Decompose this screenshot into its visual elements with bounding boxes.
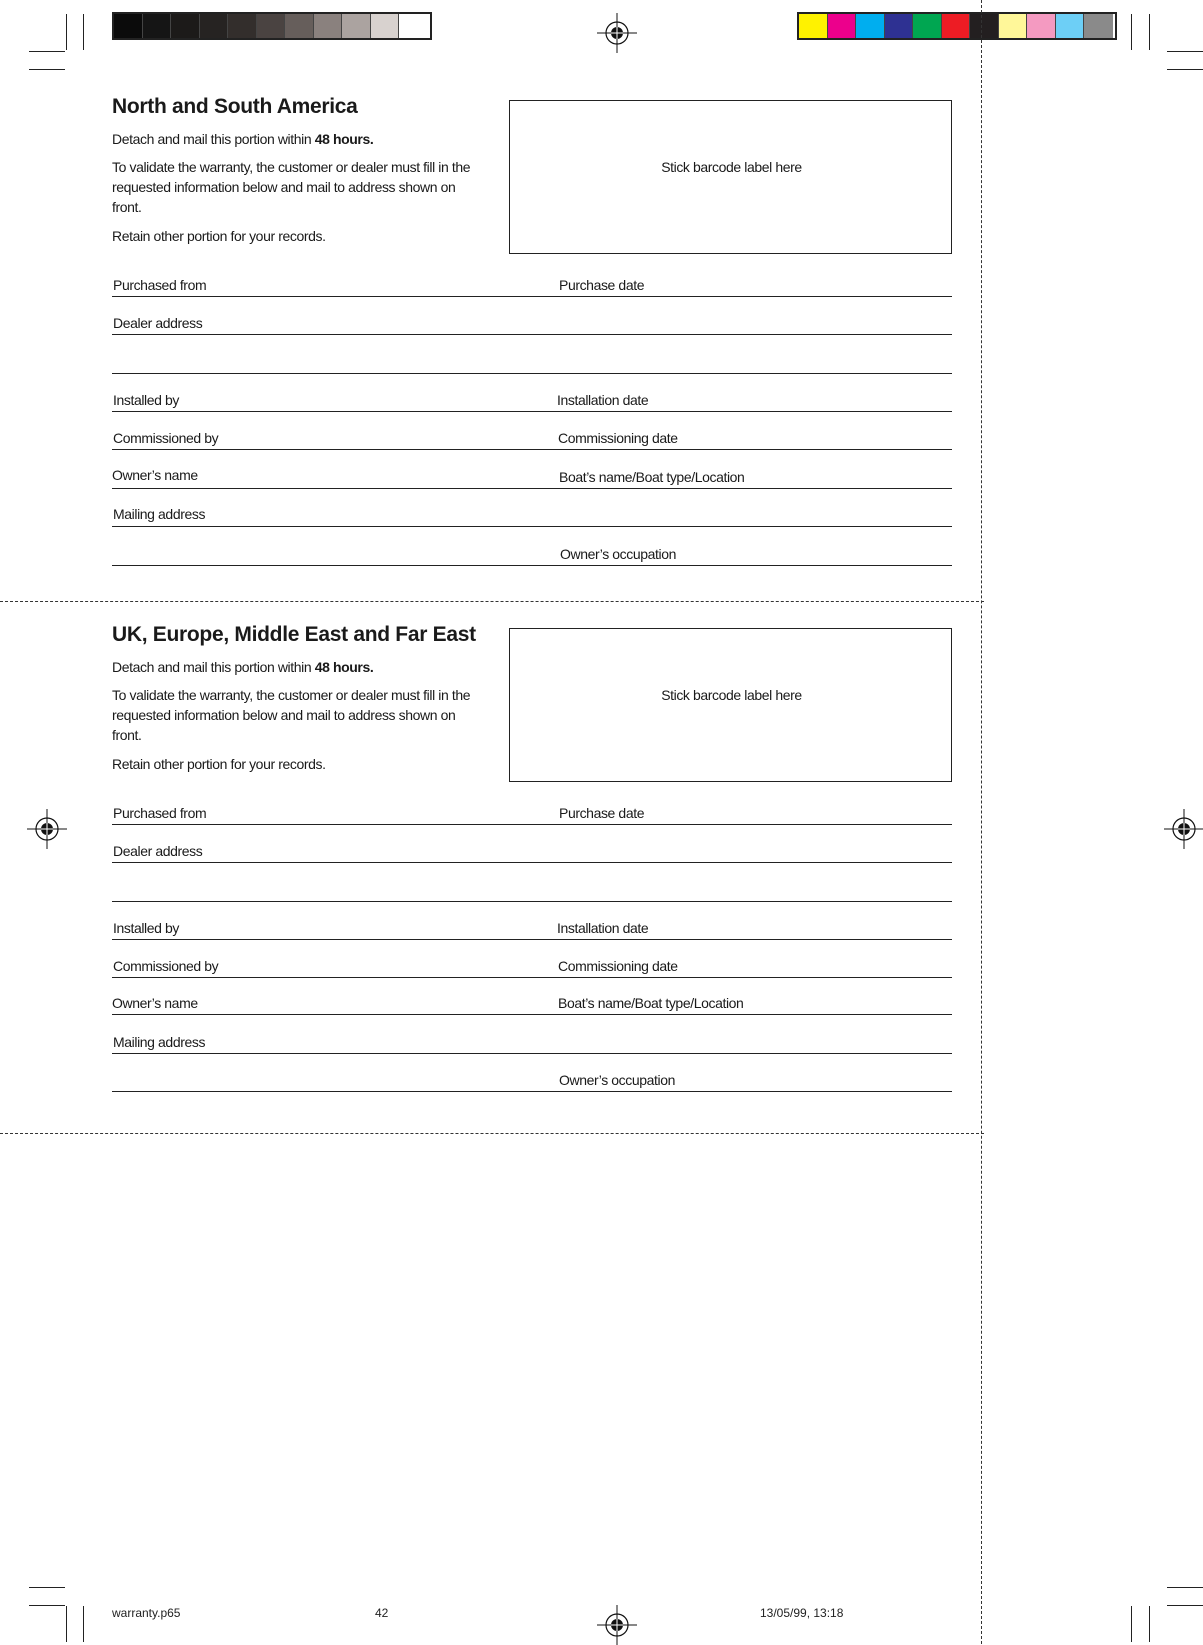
- owner-boat-fill-line[interactable]: [112, 1014, 952, 1015]
- color-swatch: [970, 14, 999, 38]
- color-swatch: [828, 14, 857, 38]
- color-swatch: [999, 14, 1028, 38]
- mailing-address-fill-line[interactable]: [112, 526, 952, 527]
- commissioned-by-label: Commissioned by: [113, 430, 219, 446]
- crop-mark: [83, 1606, 84, 1642]
- registration-mark-icon: [1164, 809, 1203, 849]
- dealer-address-fill-line[interactable]: [112, 862, 952, 863]
- color-swatch: [114, 14, 143, 38]
- registration-mark-icon: [597, 13, 637, 53]
- color-swatch: [228, 14, 257, 38]
- boat-info-label: Boat’s name/Boat type/Location: [559, 469, 745, 485]
- grayscale-calibration-bar: [112, 12, 432, 40]
- detach-instruction: [112, 129, 472, 149]
- registration-mark-icon: [597, 1605, 637, 1645]
- vertical-cut-guide: [981, 0, 982, 1644]
- installed-by-label: Installed by: [113, 920, 180, 936]
- detach-deadline: 48 hours.: [314, 659, 374, 675]
- section-title: North and South America: [112, 95, 358, 118]
- horizontal-cut-guide: [0, 601, 984, 602]
- crop-mark: [1131, 14, 1132, 50]
- mailing-address-fill-line[interactable]: [112, 1053, 952, 1054]
- color-swatch: [1027, 14, 1056, 38]
- installation-fill-line[interactable]: [112, 939, 952, 940]
- mailing-address-label: Mailing address: [113, 1034, 206, 1050]
- dealer-address-fill-line-2[interactable]: [112, 373, 952, 374]
- owners-occupation-label: Owner’s occupation: [560, 546, 677, 562]
- installation-date-label: Installation date: [557, 920, 649, 936]
- purchase-fill-line[interactable]: [112, 824, 952, 825]
- color-swatch: [171, 14, 200, 38]
- detach-instruction: [112, 657, 472, 677]
- section-title: UK, Europe, Middle East and Far East: [112, 623, 476, 646]
- footer-page-number: 42: [375, 1606, 389, 1620]
- crop-mark: [66, 1606, 67, 1642]
- retain-instruction: Retain other portion for your records.: [112, 228, 326, 244]
- installed-by-label: Installed by: [113, 392, 180, 408]
- commissioning-fill-line[interactable]: [112, 449, 952, 450]
- validate-instruction: To validate the warranty, the customer or dealer must fill in the requested information below and mail to address shown on front.: [112, 159, 471, 215]
- barcode-label-text: Stick barcode label here: [661, 687, 802, 703]
- crop-mark: [1167, 1605, 1203, 1606]
- color-swatch: [1084, 14, 1113, 38]
- crop-mark: [29, 51, 65, 52]
- crop-mark: [29, 1587, 65, 1588]
- crop-mark: [1131, 1606, 1132, 1642]
- color-swatch: [314, 14, 343, 38]
- purchase-date-label: Purchase date: [559, 277, 645, 293]
- crop-mark: [83, 14, 84, 50]
- dealer-address-fill-line[interactable]: [112, 334, 952, 335]
- color-swatch: [942, 14, 971, 38]
- crop-mark: [1167, 69, 1203, 70]
- color-swatch: [200, 14, 229, 38]
- owners-occupation-label: Owner’s occupation: [559, 1072, 676, 1088]
- mailing-address-label: Mailing address: [113, 506, 206, 522]
- detach-deadline: 48 hours.: [314, 131, 374, 147]
- barcode-label-area[interactable]: [509, 628, 952, 782]
- color-swatch: [799, 14, 828, 38]
- warranty-form-americas: [112, 95, 952, 575]
- color-swatch: [1056, 14, 1085, 38]
- color-swatch: [257, 14, 286, 38]
- crop-mark: [1167, 1587, 1203, 1588]
- owners-name-label: Owner’s name: [112, 467, 198, 483]
- installation-date-label: Installation date: [557, 392, 649, 408]
- commissioning-date-label: Commissioning date: [558, 958, 678, 974]
- footer-filename: warranty.p65: [112, 1606, 181, 1620]
- footer-timestamp: 13/05/99, 13:18: [760, 1606, 844, 1620]
- color-swatch: [913, 14, 942, 38]
- crop-mark: [66, 14, 67, 50]
- color-calibration-bar: [797, 12, 1117, 40]
- occupation-fill-line[interactable]: [112, 565, 952, 566]
- owner-boat-fill-line[interactable]: [112, 488, 952, 489]
- warranty-form-uk-europe: [112, 623, 952, 1103]
- dealer-address-label: Dealer address: [113, 843, 203, 859]
- crop-mark: [1149, 1606, 1150, 1642]
- color-swatch: [885, 14, 914, 38]
- purchase-fill-line[interactable]: [112, 296, 952, 297]
- detach-text: Detach and mail this portion within: [112, 131, 315, 147]
- commissioned-by-label: Commissioned by: [113, 958, 219, 974]
- validate-instruction: To validate the warranty, the customer or dealer must fill in the requested information below and mail to address shown on front.: [112, 687, 471, 743]
- color-swatch: [342, 14, 371, 38]
- crop-mark: [29, 1605, 65, 1606]
- crop-mark: [1167, 51, 1203, 52]
- retain-instruction: Retain other portion for your records.: [112, 756, 326, 772]
- boat-info-label: Boat’s name/Boat type/Location: [558, 995, 744, 1011]
- purchased-from-label: Purchased from: [113, 805, 207, 821]
- barcode-label-area[interactable]: [509, 100, 952, 254]
- color-swatch: [285, 14, 314, 38]
- installation-fill-line[interactable]: [112, 411, 952, 412]
- registration-mark-icon: [27, 809, 67, 849]
- color-swatch: [856, 14, 885, 38]
- occupation-fill-line[interactable]: [112, 1091, 952, 1092]
- purchase-date-label: Purchase date: [559, 805, 645, 821]
- crop-mark: [29, 69, 65, 70]
- horizontal-cut-guide: [0, 1133, 984, 1134]
- dealer-address-label: Dealer address: [113, 315, 203, 331]
- color-swatch: [399, 14, 428, 38]
- color-swatch: [143, 14, 172, 38]
- barcode-label-text: Stick barcode label here: [661, 159, 802, 175]
- color-swatch: [371, 14, 400, 38]
- commissioning-fill-line[interactable]: [112, 977, 952, 978]
- crop-mark: [1149, 14, 1150, 50]
- purchased-from-label: Purchased from: [113, 277, 207, 293]
- detach-text: Detach and mail this portion within: [112, 659, 315, 675]
- owners-name-label: Owner’s name: [112, 995, 198, 1011]
- commissioning-date-label: Commissioning date: [558, 430, 678, 446]
- dealer-address-fill-line-2[interactable]: [112, 901, 952, 902]
